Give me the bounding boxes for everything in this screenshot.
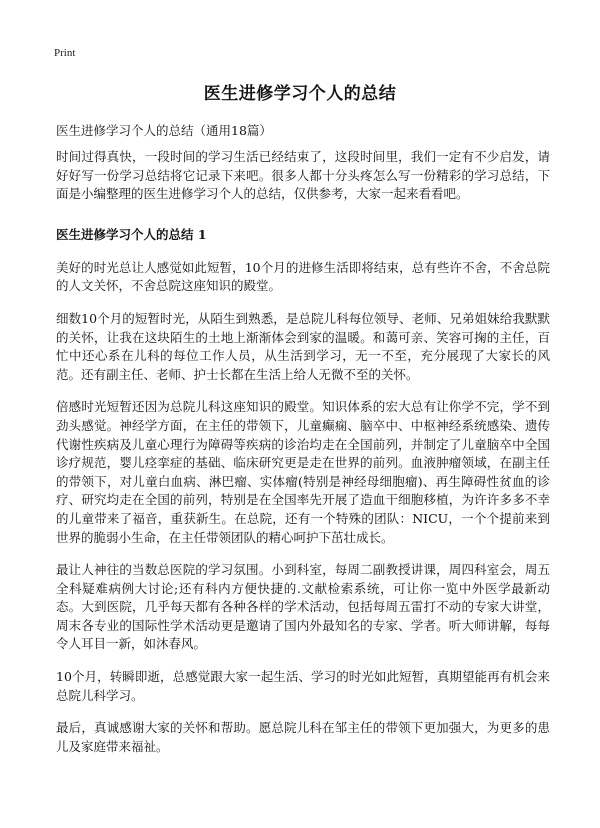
document-subtitle: 医生进修学习个人的总结（通用18篇） bbox=[56, 123, 272, 138]
body-paragraph-2: 细数10个月的短暂时光，从陌生到熟悉，是总院儿科每位领导、老师、兄弟姐妹给我默默的关怀，让我在这块陌生的土地上渐渐体会到家的温暖。和蔼可亲、笑容可掬的主任，百忙中还心系在儿科的每位工作人员，从生活到学习，无一不至，充分展现了大家长的风范。还有副主任、老师、护士长都在生活上给人无微不至的关怀。 bbox=[56, 310, 550, 382]
article-body bbox=[56, 148, 550, 770]
body-paragraph-3: 倍感时光短暂还因为总院儿科这座知识的殿堂。知识体系的宏大总有让你学不完，学不到劲头感觉。神经学方面，在主任的带领下，儿童癫痫、脑卒中、中枢神经系统感染、遗传代谢性疾病及儿童心理行为障碍等疾病的诊治均走在全国前列，并制定了儿童脑卒中全国诊疗规范，婴儿痉挛症的基础、临床研究更是走在世界的前列。血液肿瘤领域，在副主任的带领下，对儿童白血病、淋巴瘤、实体瘤(特别是神经母细胞瘤)、再生障碍性贫血的诊疗、研究均走在全国的前列，特别是在全国率先开展了造血干细胞移植，为许许多多不幸的儿童带来了福音，重获新生。在总院，还有一个特殊的团队：NICU，一个个提前来到世界的脆弱小生命，在主任带领团队的精心呵护下茁壮成长。 bbox=[56, 399, 550, 545]
page-title: 医生进修学习个人的总结 bbox=[203, 84, 397, 104]
body-paragraph-4: 最让人神往的当数总医院的学习氛围。小到科室，每周二副教授讲课，周四科室会，周五全科疑难病例大讨论;还有科内方便快捷的.文献检索系统，可让你一览中外医学最新动态。大到医院，几乎每天都有各种各样的学术活动，包括每周五雷打不动的专家大讲堂，周末各专业的国际性学术活动更是邀请了国内外最知名的专家、学者。听大师讲解，每每令人耳目一新，如沐春风。 bbox=[56, 562, 550, 652]
intro-paragraph: 时间过得真快，一段时间的学习生活已经结束了，这段时间里，我们一定有不少启发，请好好写一份学习总结将它记录下来吧。很多人都十分头疼怎么写一份精彩的学习总结，下面是小编整理的医生进修学习个人的总结，仅供参考，大家一起来看看吧。 bbox=[56, 149, 550, 202]
print-link[interactable]: Print bbox=[54, 47, 76, 59]
body-paragraph-1: 美好的时光总让人感觉如此短暂，10个月的进修生活即将结束，总有些许不舍，不舍总院的人文关怀，不舍总院这座知识的殿堂。 bbox=[56, 259, 550, 294]
body-paragraph-5: 10个月，转瞬即逝，总感觉跟大家一起生活、学习的时光如此短暂，真期望能再有机会来总院儿科学习。 bbox=[56, 669, 550, 703]
body-paragraph-6: 最后，真诚感谢大家的关怀和帮助。愿总院儿科在邹主任的带领下更加强大，为更多的患儿及家庭带来福祉。 bbox=[56, 720, 550, 754]
section-heading: 医生进修学习个人的总结 1 bbox=[56, 226, 207, 242]
